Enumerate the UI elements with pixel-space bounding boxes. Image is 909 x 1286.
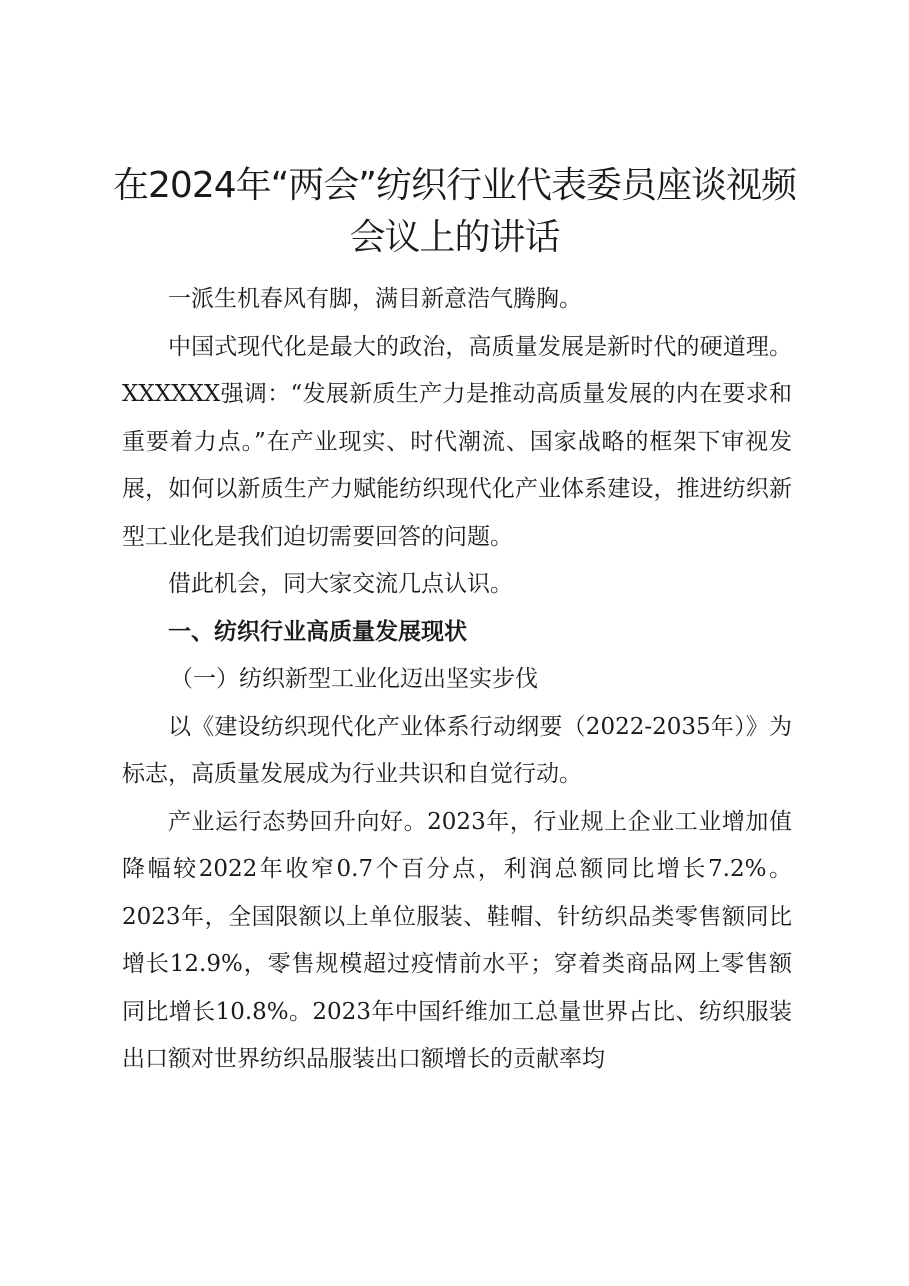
document-title: 在2024年“两会”纺织行业代表委员座谈视频会议上的讲话 — [113, 165, 796, 258]
paragraph-intro: 一派生机春风有脚，满目新意浩气腾胸。 — [168, 286, 582, 312]
subsection-heading: （一）纺织新型工业化迈出坚实步伐 — [170, 666, 538, 692]
section-heading: 一、纺织行业高质量发展现状 — [168, 618, 467, 645]
document-body — [122, 276, 792, 1084]
paragraph: 中国式现代化是最大的政治，高质量发展是新时代的硬道理。XXXXXX强调：“发展新质生产力是推动高质量发展的内在要求和重要着力点。”在产业现实、时代潮流、国家战略的框架下审视发展，如何以新质生产力赋能纺织现代化产业体系建设，推进纺织新型工业化是我们迫切需要回答的问题。 — [122, 333, 792, 550]
paragraph: 借此机会，同大家交流几点认识。 — [168, 571, 513, 597]
paragraph: 产业运行态势回升向好。2023年，行业规上企业工业增加值降幅较2022年收窄0.7个百分点，利润总额同比增长7.2%。2023年，全国限额以上单位服装、鞋帽、针纺织品类零售额同比增长12.9%，零售规模超过疫情前水平；穿着类商品网上零售额同比增长10.8%。2023年中国纤维加工总量世界占比、纺织服装出口额对世界纺织品服装出口额增长的贡献率均 — [122, 808, 792, 1072]
paragraph: 以《建设纺织现代化产业体系行动纲要（2022-2035年）》为标志，高质量发展成为行业共识和自觉行动。 — [122, 713, 792, 787]
